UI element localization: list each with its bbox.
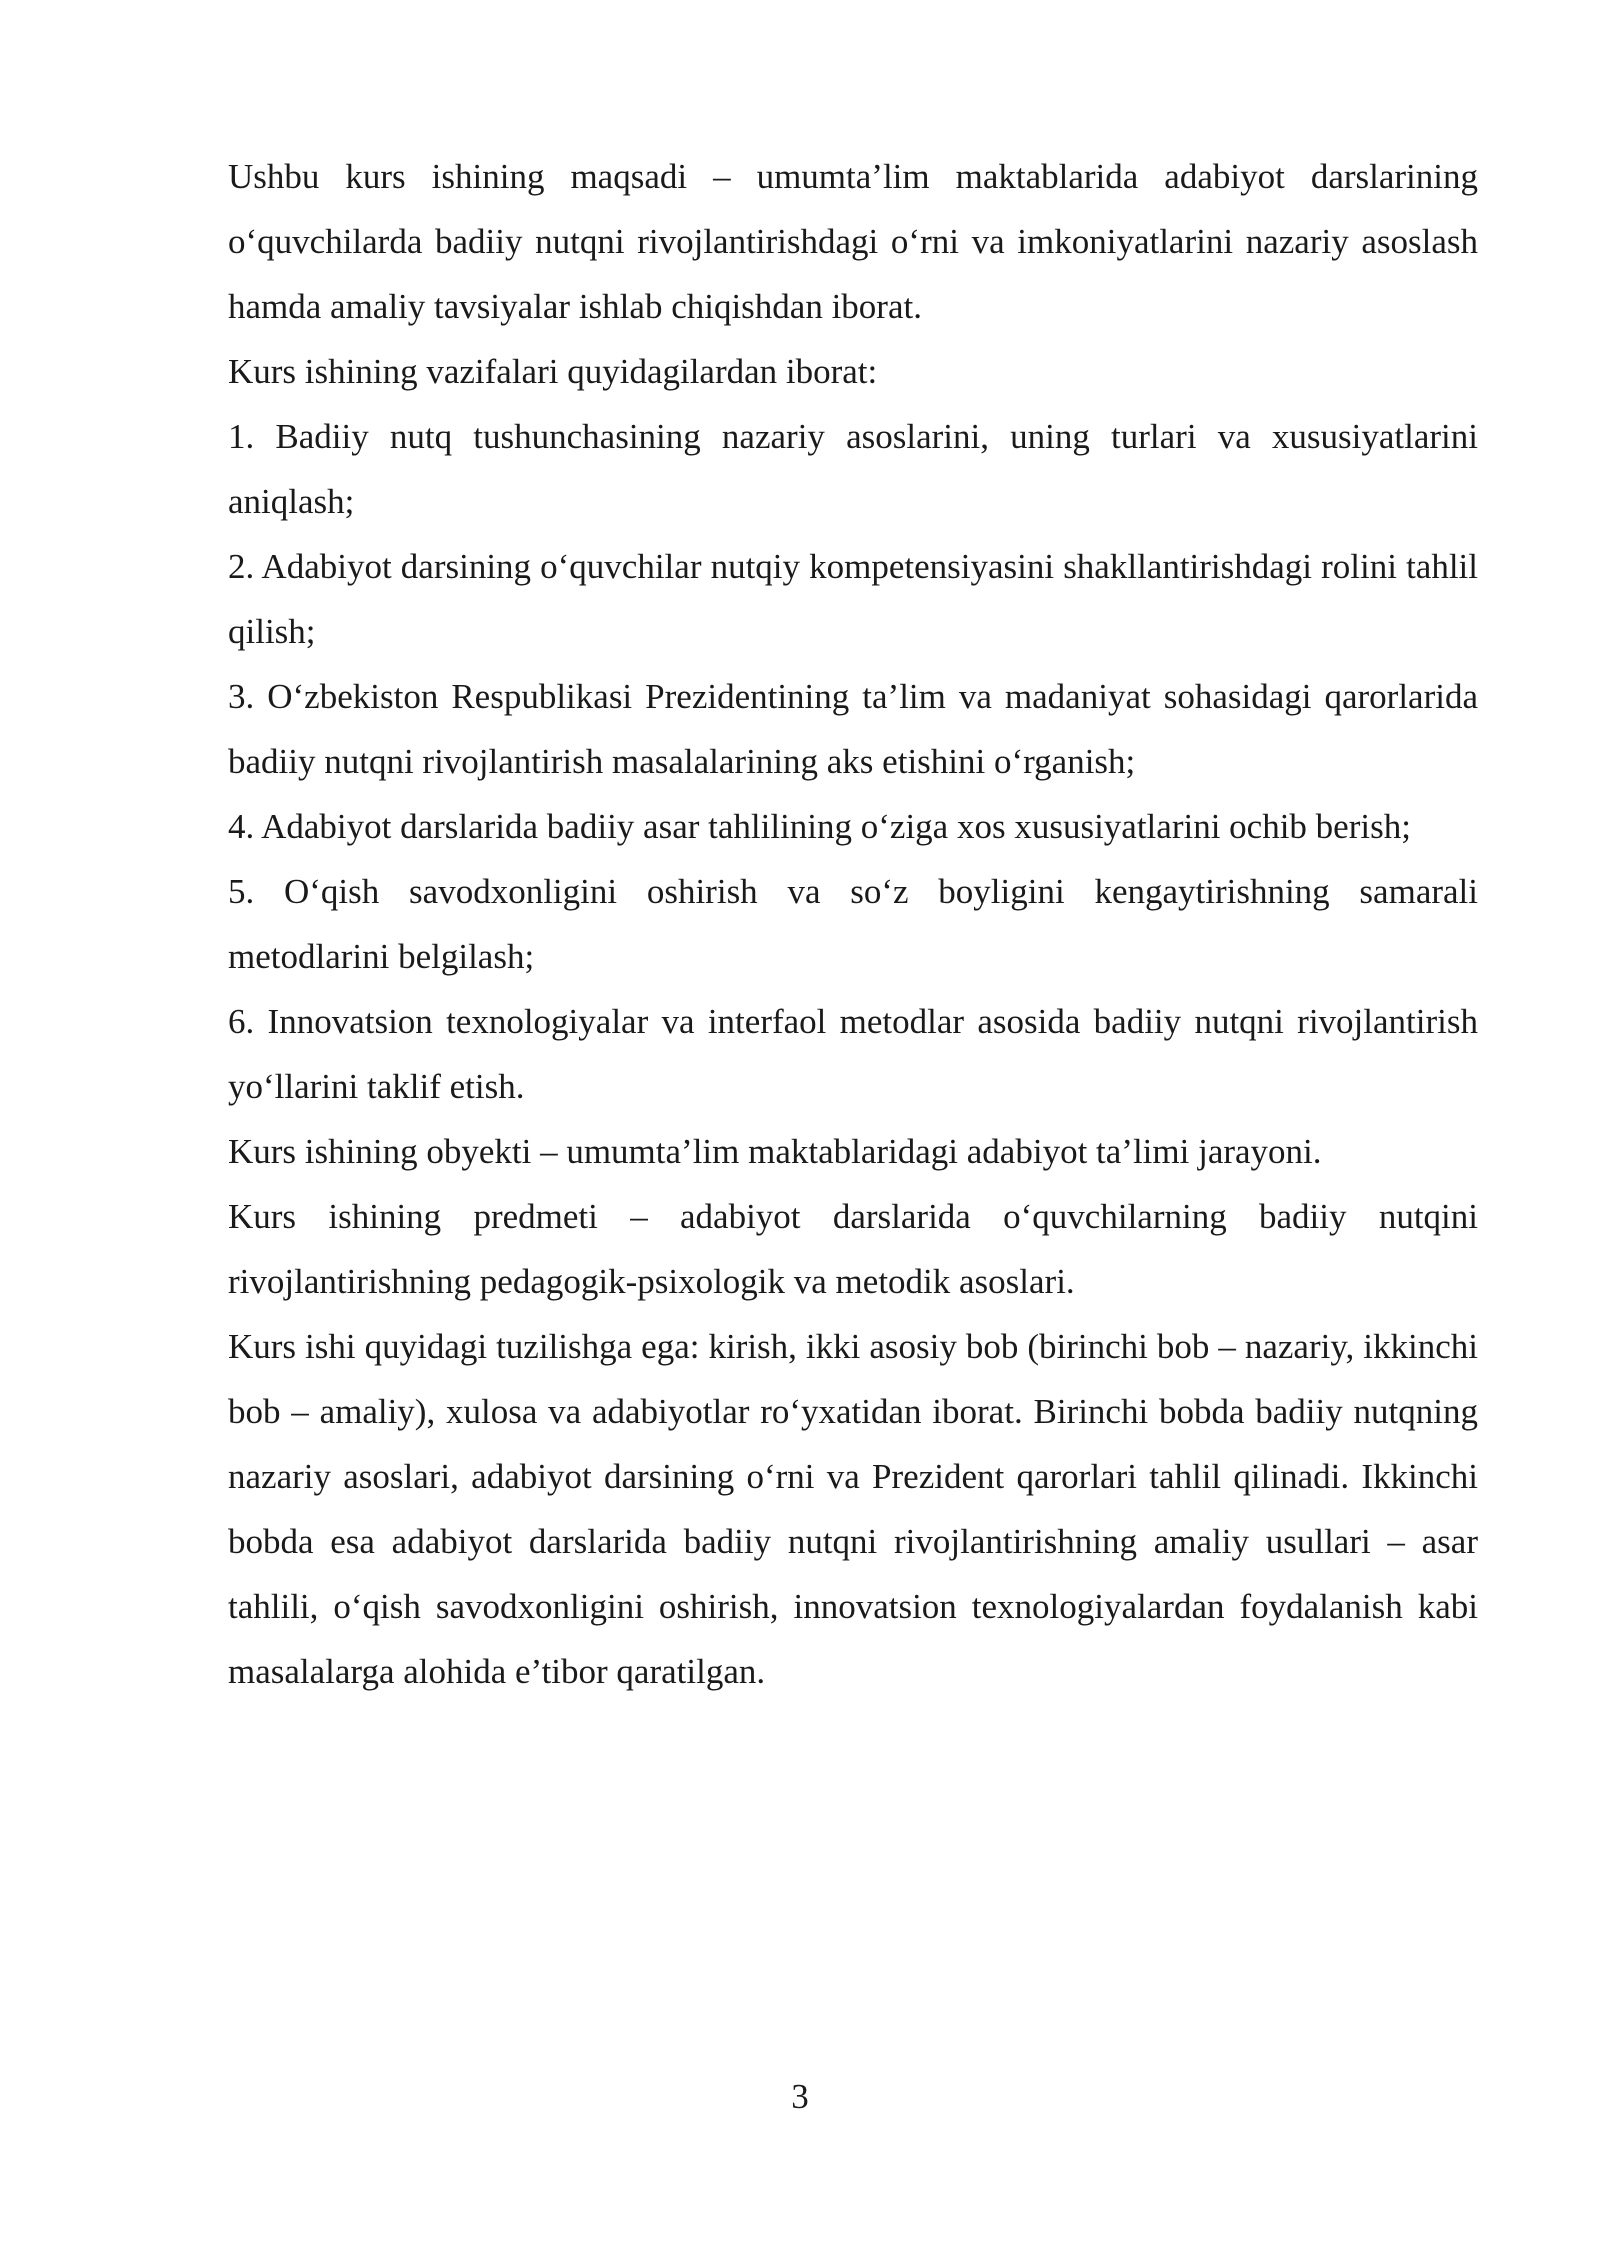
task-item-4: 4. Adabiyot darslarida badiiy asar tahlilining o‘ziga xos xususiyatlarini ochib berish; [228, 807, 1411, 846]
task-item-3: 3. O‘zbekiston Respublikasi Prezidentining ta’lim va madaniyat sohasidagi qarorlarida badiiy nutqni rivojlantirish masalalarining aks etishini o‘rganish; [228, 677, 1478, 781]
paragraph-object: Kurs ishining obyekti – umumta’lim maktablaridagi adabiyot ta’limi jarayoni. [228, 1132, 1322, 1171]
task-item-6: 6. Innovatsion texnologiyalar va interfaol metodlar asosida badiiy nutqni rivojlantirish yo‘llarini taklif etish. [228, 1002, 1478, 1106]
paragraph-structure: Kurs ishi quyidagi tuzilishga ega: kirish, ikki asosiy bob (birinchi bob – nazariy, ikkinchi bob – amaliy), xulosa va adabiyotlar ro‘yxatidan iborat. Birinchi bobda badiiy nutqning nazariy asoslari, adabiyot darsining o‘rni va Prezident qarorlari tahlil qilinadi. Ikkinchi bobda esa adabiyot darslarida badiiy nutqni rivojlantirishning amaliy usullari – asar tahlili, o‘qish savodxonligini oshirish, innovatsion texnologiyalardan foydalanish kabi masalalarga alohida e’tibor qaratilgan. [228, 1327, 1478, 1691]
task-item-5: 5. O‘qish savodxonligini oshirish va so‘z boyligini kengaytirishning samarali metodlarini belgilash; [228, 872, 1478, 976]
paragraph-tasks-intro: Kurs ishining vazifalari quyidagilardan iborat: [228, 352, 878, 391]
paragraph-subject: Kurs ishining predmeti – adabiyot darslarida o‘quvchilarning badiiy nutqini rivojlantirishning pedagogik-psixologik va metodik asoslari. [228, 1197, 1478, 1301]
paragraph-purpose: Ushbu kurs ishining maqsadi – umumta’lim maktablarida adabiyot darslarining o‘quvchilarda badiiy nutqni rivojlantirishdagi o‘rni va imkoniyatlarini nazariy asoslash hamda amaliy tavsiyalar ishlab chiqishdan iborat. [228, 157, 1478, 326]
task-item-2: 2. Adabiyot darsining o‘quvchilar nutqiy kompetensiyasini shakllantirishdagi rolini tahlil qilish; [228, 547, 1478, 651]
page-number: 3 [791, 2077, 809, 2116]
document-body [228, 144, 1478, 1704]
task-item-1: 1. Badiiy nutq tushunchasining nazariy asoslarini, uning turlari va xususiyatlarini aniqlash; [228, 417, 1478, 521]
